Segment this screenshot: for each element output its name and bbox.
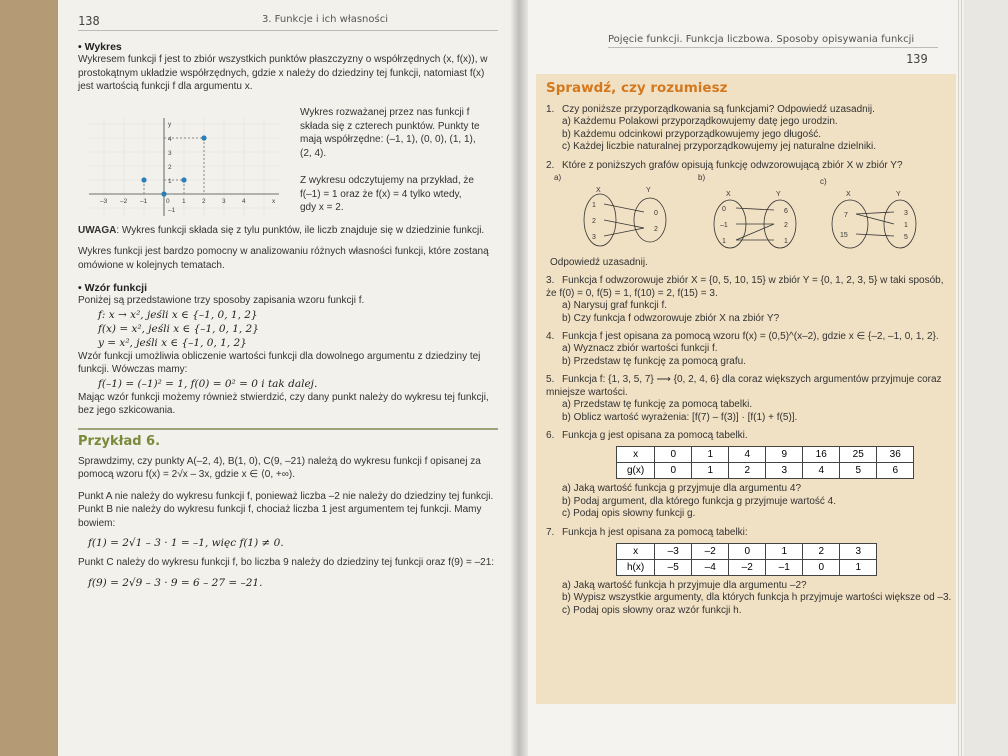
tick-label: 3: [168, 150, 172, 157]
set-label: X: [596, 186, 601, 194]
page-number: 138: [78, 14, 100, 28]
subquestion: a) Przedstaw tę funkcję za pomocą tabelki.: [562, 399, 753, 410]
paragraph: Punkt C należy do wykresu funkcji f, bo liczba 9 należy do dziedziny tej funkcji oraz f(9) = –21:: [78, 557, 495, 568]
tick-label: –1: [168, 207, 176, 214]
table-cell: 5: [840, 463, 877, 479]
table-cell: 3: [840, 543, 877, 559]
table-cell: 2: [803, 543, 840, 559]
table-cell: h(x): [617, 559, 655, 575]
paragraph: Sprawdzimy, czy punkty A(–2, 4), B(1, 0), C(9, –21) należą do wykresu funkcji f opisanej za pomocą wzoru f(x) = 2√x – 3x, gdzie x ∈ ⟨0, +∞).: [78, 455, 481, 480]
running-header: 3. Funkcje i ich własności: [261, 14, 388, 25]
table-cell: 0: [803, 559, 840, 575]
paragraph: Poniżej są przedstawione trzy sposoby zapisania wzoru funkcji f.: [78, 295, 365, 306]
section-heading: • Wzór funkcji: [78, 282, 148, 294]
subquestion: a) Każdemu Polakowi przyporządkowujemy datę jego urodzin.: [562, 116, 838, 127]
question: 1. Czy poniższe przyporządkowania są funkcjami? Odpowiedź uzasadnij.: [546, 104, 875, 115]
exercise-box-title: Sprawdź, czy rozumiesz: [546, 80, 728, 96]
subquestion: b) Oblicz wartość wyrażenia: [f(7) – f(3)] · [f(1) + f(5)].: [562, 411, 798, 423]
tick-label: x: [272, 198, 276, 205]
paragraph: Wykres funkcji jest bardzo pomocny w analizowaniu różnych własności funkcji, które zostaną omówione w kolejnych tematach.: [78, 246, 489, 271]
formula: y = x², jeśli x ∈ {–1, 0, 1, 2}: [98, 336, 247, 349]
paragraph: Punkt B nie należy do wykresu funkcji f, chociaż liczba 1 jest argumentem tej funkcji. Mamy bowiem:: [78, 504, 482, 529]
subquestion: b) Przedstaw tę funkcję za pomocą grafu.: [562, 355, 746, 367]
table-cell: 25: [840, 447, 877, 463]
tick-label: –2: [120, 198, 128, 205]
set-element: 1: [784, 237, 788, 245]
table-cell: 3: [766, 463, 803, 479]
tick-label: 2: [202, 198, 206, 205]
value-table-g: [616, 446, 914, 479]
subquestion: a) Narysuj graf funkcji f.: [562, 300, 668, 311]
set-element: 1: [904, 221, 908, 229]
table-cell: –2: [692, 543, 729, 559]
table-cell: 1: [766, 543, 803, 559]
set-label: Y: [896, 190, 901, 198]
question: 4. Funkcja f jest opisana za pomocą wzoru f(x) = (0,5)^(x–2), gdzie x ∈ {–2, –1, 0, 1, 2}.: [546, 331, 939, 342]
paragraph: Wzór funkcji umożliwia obliczenie wartości funkcji dla dowolnego argumentu z dziedziny tej funkcji. Wówczas mamy:: [78, 350, 481, 375]
tick-label: 4: [242, 198, 246, 205]
tick-label: 1: [182, 198, 186, 205]
subquestion: a) Jaką wartość funkcja g przyjmuje dla argumentu 4?: [562, 483, 802, 494]
subquestion: c) Każdej liczbie naturalnej przyporządkowujemy jej naturalne dzielniki.: [562, 141, 877, 152]
page-number: 139: [906, 52, 928, 66]
diagram-label: c): [820, 176, 827, 186]
formula: f(9) = 2√9 – 3 · 9 = 6 – 27 = –21.: [88, 576, 263, 589]
value-table-h: [616, 543, 877, 576]
set-label: X: [846, 190, 851, 198]
table-cell: 1: [692, 447, 729, 463]
function-graph: [84, 116, 284, 221]
set-element: –1: [720, 221, 728, 229]
set-element: 2: [784, 221, 788, 229]
set-label: X: [726, 190, 731, 198]
set-label: Y: [776, 190, 781, 198]
table-cell: –1: [766, 559, 803, 575]
set-label: Y: [646, 186, 651, 194]
subquestion: a) Jaką wartość funkcja h przyjmuje dla argumentu –2?: [562, 579, 807, 591]
table-cell: g(x): [617, 463, 655, 479]
formula: f(x) = x², jeśli x ∈ {–1, 0, 1, 2}: [98, 322, 259, 335]
graph-point: [161, 191, 166, 196]
tick-label: –1: [140, 198, 148, 205]
tick-label: 0: [166, 198, 170, 205]
note: UWAGA: Wykres funkcji składa się z tylu punktów, ile liczb znajduje się w dziedzinie funkcji.: [78, 224, 485, 236]
tick-label: –3: [100, 198, 108, 205]
set-element: 2: [592, 217, 596, 225]
mapping-diagrams: [550, 172, 950, 252]
subquestion: b) Każdemu odcinkowi przyporządkowujemy jego długość.: [562, 128, 822, 140]
question: 2. Które z poniższych grafów opisują funkcję odwzorowującą zbiór X w zbiór Y?: [546, 159, 903, 171]
set-element: 0: [722, 205, 726, 213]
graph-point: [141, 177, 146, 182]
running-header: Pojęcie funkcji. Funkcja liczbowa. Sposoby opisywania funkcji: [608, 34, 915, 45]
page-stack-edge: [958, 0, 1008, 756]
table-cell: 2: [729, 463, 766, 479]
graph-description: Wykres rozważanej przez nas funkcji f składa się z czterech punktów. Punkty te mają współrzędne: (–1, 1), (0, 0), (1, 1), (2, 4). Z wykresu odczytujemy na przykład, że f(–1) = 1 oraz że f(x) = 4 tylko wtedy, gdy x = 2.: [300, 107, 480, 213]
table-cell: –3: [655, 543, 692, 559]
table-cell: 36: [877, 447, 914, 463]
set-element: 2: [654, 225, 658, 233]
tick-label: 2: [168, 164, 172, 171]
subquestion: b) Podaj argument, dla którego funkcja g przyjmuje wartość 4.: [562, 495, 837, 507]
set-element: 15: [840, 231, 848, 239]
exercise-box: [536, 74, 956, 704]
question: 5. Funkcja f: {1, 3, 5, 7} ⟶ {0, 2, 4, 6} dla coraz większych argumentów przyjmuje coraz mniejsze wartości.: [546, 374, 942, 398]
set-element: 7: [844, 211, 848, 219]
set-element: 3: [904, 209, 908, 217]
diagram-label: b): [698, 172, 706, 182]
table-cell: –5: [655, 559, 692, 575]
table-cell: 0: [655, 463, 692, 479]
set-element: 5: [904, 233, 908, 241]
graph-point: [181, 177, 186, 182]
diagram-a: [584, 194, 666, 246]
table-cell: –2: [729, 559, 766, 575]
subquestion: c) Podaj opis słowny funkcji g.: [562, 508, 696, 519]
set-element: 3: [592, 233, 596, 241]
table-cell: x: [617, 543, 655, 559]
subquestion: b) Wypisz wszystkie argumenty, dla których funkcja h przyjmuje wartości większe od –3.: [562, 592, 952, 603]
tick-label: y: [168, 121, 172, 128]
table-cell: 0: [655, 447, 692, 463]
formula: f: x → x², jeśli x ∈ {–1, 0, 1, 2}: [98, 308, 258, 321]
table-cell: 16: [803, 447, 840, 463]
graph-point: [201, 135, 206, 140]
example-title: Przykład 6.: [78, 433, 161, 449]
instruction: Odpowiedź uzasadnij.: [550, 256, 648, 268]
formula: f(1) = 2√1 – 3 · 1 = –1, więc f(1) ≠ 0.: [88, 537, 284, 549]
paragraph: Mając wzór funkcji możemy również stwierdzić, czy dany punkt należy do wykresu tej funkcji, bez jego szkicowania.: [78, 391, 489, 416]
table-cell: 1: [840, 559, 877, 575]
paragraph: Punkt A nie należy do wykresu funkcji f, ponieważ liczba –2 nie należy do dziedziny tej funkcji.: [78, 490, 494, 502]
question: 3. Funkcja f odwzorowuje zbiór X = {0, 5, 10, 15} w zbiór Y = {0, 1, 2, 3, 5} w taki sposób, że f(0) = 0, f(5) = 1, f(10) = 2, f(15) = 3.: [546, 275, 944, 299]
question: 7. Funkcja h jest opisana za pomocą tabelki:: [546, 526, 748, 538]
table-cell: 0: [729, 543, 766, 559]
tick-label: 4: [168, 136, 172, 143]
table-cell: 4: [729, 447, 766, 463]
table-cell: 9: [766, 447, 803, 463]
example-box: [78, 428, 498, 590]
section-heading: • Wykres: [78, 41, 122, 53]
table-cell: 6: [877, 463, 914, 479]
set-element: 1: [592, 201, 596, 209]
formula: f(–1) = (–1)² = 1, f(0) = 0² = 0 i tak dalej.: [98, 377, 318, 390]
book-gutter: [510, 0, 528, 756]
set-element: 6: [784, 207, 788, 215]
paragraph: Wykresem funkcji f jest to zbiór wszystkich punktów płaszczyzny o współrzędnych (x, f(x)), w prostokątnym układzie współrzędnych, gdzie x należy do dziedziny tej funkcji, natomiast f(x) jest wartością funkcji f dla argumentu x.: [78, 54, 488, 92]
question: 6. Funkcja g jest opisana za pomocą tabelki.: [546, 430, 748, 441]
right-page: [518, 0, 958, 756]
tick-label: 1: [168, 178, 172, 185]
table-cell: x: [617, 447, 655, 463]
table-cell: –4: [692, 559, 729, 575]
set-element: 0: [654, 209, 658, 217]
subquestion: a) Wyznacz zbiór wartości funkcji f.: [562, 343, 718, 354]
set-element: 1: [722, 237, 726, 245]
table-cell: 4: [803, 463, 840, 479]
left-page: [58, 0, 518, 756]
subquestion: b) Czy funkcja f odwzorowuje zbiór X na zbiór Y?: [562, 312, 780, 324]
subquestion: c) Podaj opis słowny oraz wzór funkcji h.: [562, 604, 742, 616]
table-cell: 1: [692, 463, 729, 479]
diagram-label: a): [554, 172, 562, 182]
tick-label: 3: [222, 198, 226, 205]
